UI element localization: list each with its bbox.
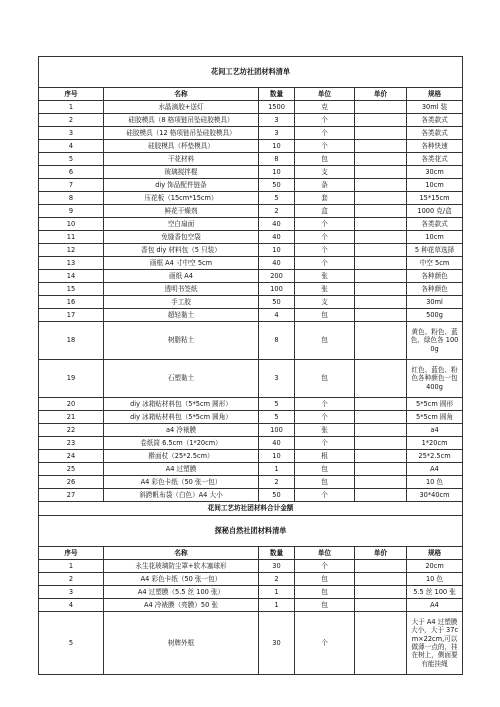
table-cell: 盒 bbox=[295, 205, 355, 218]
table-cell: 条 bbox=[295, 179, 355, 192]
table-title: 花间工艺坊社团材料清单 bbox=[39, 57, 463, 88]
table-cell: 5 种花草选择 bbox=[407, 244, 463, 257]
table-cell bbox=[355, 179, 407, 192]
table-cell bbox=[355, 153, 407, 166]
table-cell: 10 bbox=[39, 218, 104, 231]
table-cell: 27 bbox=[39, 489, 104, 502]
table-cell: 9 bbox=[39, 205, 104, 218]
table-cell: 25 bbox=[39, 463, 104, 476]
table-cell: 1 bbox=[39, 560, 104, 573]
table-cell: 40 bbox=[259, 257, 295, 270]
table-cell: 2 bbox=[259, 205, 295, 218]
table-cell bbox=[355, 424, 407, 437]
table-cell: 5*5cm 圆形 bbox=[407, 398, 463, 411]
table-row bbox=[39, 101, 463, 114]
table-cell: 500g bbox=[407, 309, 463, 322]
table-row bbox=[39, 398, 463, 411]
table-cell: 5 bbox=[259, 192, 295, 205]
table-row bbox=[39, 437, 463, 450]
table-cell: 个 bbox=[295, 612, 355, 675]
table-cell bbox=[355, 192, 407, 205]
table-cell: 24 bbox=[39, 450, 104, 463]
table-cell bbox=[355, 166, 407, 179]
table-cell bbox=[355, 244, 407, 257]
table-cell: 16 bbox=[39, 296, 104, 309]
table-row bbox=[39, 205, 463, 218]
table-cell: 套 bbox=[295, 192, 355, 205]
table-cell: 各类款式 bbox=[407, 114, 463, 127]
table-cell: 10cm bbox=[407, 231, 463, 244]
table-cell: 22 bbox=[39, 424, 104, 437]
table-cell: 1 bbox=[259, 599, 295, 612]
table-row bbox=[39, 476, 463, 489]
table-cell: 2 bbox=[259, 573, 295, 586]
table-cell: 玻璃搅拌棍 bbox=[104, 166, 259, 179]
table-row bbox=[39, 270, 463, 283]
table-cell: 硅胶模具（8 格项链吊坠硅胶模具） bbox=[104, 114, 259, 127]
table-row bbox=[39, 127, 463, 140]
table-cell: 各类款式 bbox=[407, 127, 463, 140]
table-cell: 擀面杖（25*2.5cm） bbox=[104, 450, 259, 463]
table-cell: 个 bbox=[295, 231, 355, 244]
table-row bbox=[39, 257, 463, 270]
table-cell: 各类款式 bbox=[407, 218, 463, 231]
table-row bbox=[39, 244, 463, 257]
table-cell: A4 冷裱膜（亮膜）50 张 bbox=[104, 599, 259, 612]
table-cell: 包 bbox=[295, 573, 355, 586]
table-cell bbox=[355, 450, 407, 463]
table-row bbox=[39, 450, 463, 463]
table-row bbox=[39, 424, 463, 437]
table-cell bbox=[355, 573, 407, 586]
table-cell: diy 饰品配件链条 bbox=[104, 179, 259, 192]
table-cell: 透明书签纸 bbox=[104, 283, 259, 296]
table-cell: 包 bbox=[295, 463, 355, 476]
table-cell bbox=[355, 296, 407, 309]
column-header: 单价 bbox=[355, 547, 407, 560]
table-cell: 张 bbox=[295, 424, 355, 437]
table-cell: 个 bbox=[295, 114, 355, 127]
table-cell bbox=[355, 476, 407, 489]
table-cell: 8 bbox=[39, 192, 104, 205]
table-header-row bbox=[39, 547, 463, 560]
table-cell: 包 bbox=[295, 360, 355, 398]
column-header: 名称 bbox=[104, 547, 259, 560]
table-cell: 10 色 bbox=[407, 573, 463, 586]
table-cell: 卷纸筒 6.5cm（1*20cm） bbox=[104, 437, 259, 450]
table-cell: 21 bbox=[39, 411, 104, 424]
table-cell: 15*15cm bbox=[407, 192, 463, 205]
table-cell: 50 bbox=[259, 179, 295, 192]
table-cell: 1*20cm bbox=[407, 437, 463, 450]
table-cell: 3 bbox=[259, 360, 295, 398]
table-cell: 3 bbox=[39, 586, 104, 599]
table-cell: 画纸 A4 bbox=[104, 270, 259, 283]
table-cell: 张 bbox=[295, 270, 355, 283]
table-cell: 5 bbox=[259, 411, 295, 424]
table-title: 探秘自然社团材料清单 bbox=[39, 516, 463, 547]
table-cell: 40 bbox=[259, 437, 295, 450]
table-cell bbox=[355, 127, 407, 140]
table-cell bbox=[355, 270, 407, 283]
table-cell: 25*2.5cm bbox=[407, 450, 463, 463]
table-cell: 中空 5cm bbox=[407, 257, 463, 270]
table-cell: 4 bbox=[39, 140, 104, 153]
table-cell: A4 过塑膜 bbox=[104, 463, 259, 476]
table-row bbox=[39, 153, 463, 166]
table-title: 花间工艺坊社团材料合计金额 bbox=[39, 502, 463, 516]
table-cell: 40 bbox=[259, 218, 295, 231]
table-cell: 8 bbox=[259, 153, 295, 166]
table-cell: A4 彩色卡纸（50 张一包） bbox=[104, 573, 259, 586]
table-cell: 个 bbox=[295, 560, 355, 573]
table-cell: 各种颜色 bbox=[407, 270, 463, 283]
table-cell: 1 bbox=[39, 101, 104, 114]
table-cell bbox=[355, 257, 407, 270]
table-cell: 30ml bbox=[407, 296, 463, 309]
table-row bbox=[39, 322, 463, 360]
table-cell: 超轻黏土 bbox=[104, 309, 259, 322]
table-cell: 3 bbox=[39, 127, 104, 140]
table-cell: 树脂粘土 bbox=[104, 322, 259, 360]
table-cell bbox=[355, 411, 407, 424]
table-cell: 1 bbox=[259, 463, 295, 476]
table-cell: A4 彩色卡纸（50 张一包） bbox=[104, 476, 259, 489]
table-cell: 鲜花干燥剂 bbox=[104, 205, 259, 218]
table-cell: 张 bbox=[295, 283, 355, 296]
table-row bbox=[39, 218, 463, 231]
table-cell bbox=[355, 612, 407, 675]
table-cell bbox=[355, 322, 407, 360]
table-cell: 5.5 丝 100 张 bbox=[407, 586, 463, 599]
table-cell: diy 冰箱贴材料包（5*5cm 圆形） bbox=[104, 398, 259, 411]
table-cell bbox=[355, 586, 407, 599]
table-row bbox=[39, 231, 463, 244]
table-cell: 个 bbox=[295, 244, 355, 257]
table-cell: 18 bbox=[39, 322, 104, 360]
table-row bbox=[39, 586, 463, 599]
table-cell: 2 bbox=[39, 114, 104, 127]
table-cell: diy 冰箱贴材料包（5*5cm 圆角） bbox=[104, 411, 259, 424]
table-cell: 200 bbox=[259, 270, 295, 283]
table-cell: 个 bbox=[295, 140, 355, 153]
table-cell: a4 冷裱膜 bbox=[104, 424, 259, 437]
table-cell: 10 bbox=[259, 140, 295, 153]
table-cell: 个 bbox=[295, 411, 355, 424]
table-cell: 8 bbox=[259, 322, 295, 360]
table-cell: 硅胶模具（12 格项链吊坠硅胶模具） bbox=[104, 127, 259, 140]
table-row bbox=[39, 463, 463, 476]
table-cell: 19 bbox=[39, 360, 104, 398]
table-cell: 3 bbox=[259, 127, 295, 140]
table-cell: 10 bbox=[259, 166, 295, 179]
table-cell: 树牌外框 bbox=[104, 612, 259, 675]
table-cell: 1500 bbox=[259, 101, 295, 114]
table-cell: 黄色、粉色、蓝色、绿色各 1000g bbox=[407, 322, 463, 360]
table-cell: 20 bbox=[39, 398, 104, 411]
table-row bbox=[39, 192, 463, 205]
table-cell: 3 bbox=[259, 114, 295, 127]
table-cell: 30 bbox=[259, 560, 295, 573]
column-header: 单位 bbox=[295, 547, 355, 560]
table-cell: 空白扇面 bbox=[104, 218, 259, 231]
column-header: 序号 bbox=[39, 547, 104, 560]
table-cell: 7 bbox=[39, 179, 104, 192]
table-cell: 水晶滴胶+送灯 bbox=[104, 101, 259, 114]
table-row bbox=[39, 360, 463, 398]
table-cell bbox=[355, 360, 407, 398]
material-list-sheet bbox=[38, 56, 462, 675]
table-cell: 个 bbox=[295, 489, 355, 502]
table-row bbox=[39, 166, 463, 179]
table-cell bbox=[355, 283, 407, 296]
table-cell: 2 bbox=[259, 476, 295, 489]
table-cell: 11 bbox=[39, 231, 104, 244]
table-cell: 50 bbox=[259, 296, 295, 309]
table-row bbox=[39, 411, 463, 424]
table-cell: 大于 A4 过塑膜大小，大于 37cm×22cm,可以做薄一点的，挂在树上，侧面要有能挂绳 bbox=[407, 612, 463, 675]
table-row bbox=[39, 114, 463, 127]
table-cell: 4 bbox=[259, 309, 295, 322]
table-cell: 12 bbox=[39, 244, 104, 257]
table-row bbox=[39, 179, 463, 192]
table-cell: 50 bbox=[259, 489, 295, 502]
column-header: 序号 bbox=[39, 88, 104, 101]
column-header: 单价 bbox=[355, 88, 407, 101]
table-cell: 2 bbox=[39, 573, 104, 586]
table-cell: 5 bbox=[39, 153, 104, 166]
table-row bbox=[39, 140, 463, 153]
table-cell: 10cm bbox=[407, 179, 463, 192]
table-cell bbox=[355, 218, 407, 231]
table-cell: 红色、蓝色、粉色各种颜色一包 400g bbox=[407, 360, 463, 398]
table-cell: 40 bbox=[259, 231, 295, 244]
table-cell: 画框 A4 寸中空 5cm bbox=[104, 257, 259, 270]
table-cell: 15 bbox=[39, 283, 104, 296]
column-header: 规格 bbox=[407, 547, 463, 560]
table-cell: 13 bbox=[39, 257, 104, 270]
table-cell: 各种快速 bbox=[407, 140, 463, 153]
table-cell: 支 bbox=[295, 166, 355, 179]
table-cell: 包 bbox=[295, 322, 355, 360]
table-cell: 包 bbox=[295, 476, 355, 489]
table-cell bbox=[355, 398, 407, 411]
table-cell: 23 bbox=[39, 437, 104, 450]
table-cell: 30*40cm bbox=[407, 489, 463, 502]
table-row bbox=[39, 296, 463, 309]
table-cell: 100 bbox=[259, 283, 295, 296]
table-cell: 10 色 bbox=[407, 476, 463, 489]
table-cell bbox=[355, 205, 407, 218]
table-cell: 干花材料 bbox=[104, 153, 259, 166]
table-cell: 石塑黏土 bbox=[104, 360, 259, 398]
column-header: 数量 bbox=[259, 547, 295, 560]
table-row bbox=[39, 573, 463, 586]
table-cell: 4 bbox=[39, 599, 104, 612]
table-cell: 个 bbox=[295, 437, 355, 450]
table-cell: 个 bbox=[295, 218, 355, 231]
table-cell: 包 bbox=[295, 153, 355, 166]
table-cell: 20cm bbox=[407, 560, 463, 573]
table-cell: 压花板（15cm*15cm） bbox=[104, 192, 259, 205]
table-row bbox=[39, 309, 463, 322]
table-cell: 手工胶 bbox=[104, 296, 259, 309]
table-cell: 个 bbox=[295, 398, 355, 411]
table-row bbox=[39, 612, 463, 675]
table-cell bbox=[355, 489, 407, 502]
table-cell bbox=[355, 101, 407, 114]
table-cell: 香包 diy 材料包（5 只装） bbox=[104, 244, 259, 257]
table-cell: 6 bbox=[39, 166, 104, 179]
table-cell bbox=[355, 437, 407, 450]
table-cell: A4 bbox=[407, 463, 463, 476]
table-title-row bbox=[39, 502, 463, 516]
table-cell bbox=[355, 599, 407, 612]
table-cell: A4 过塑膜（5.5 丝 100 张） bbox=[104, 586, 259, 599]
column-header: 名称 bbox=[104, 88, 259, 101]
table-cell: 个 bbox=[295, 127, 355, 140]
table-cell: A4 bbox=[407, 599, 463, 612]
table-cell: 包 bbox=[295, 309, 355, 322]
table-cell: 各种颜色 bbox=[407, 283, 463, 296]
table-cell: 30ml 装 bbox=[407, 101, 463, 114]
table-cell: 26 bbox=[39, 476, 104, 489]
table-cell: 永生花玻璃防尘罩+软木塞球形 bbox=[104, 560, 259, 573]
column-header: 规格 bbox=[407, 88, 463, 101]
table-cell: 14 bbox=[39, 270, 104, 283]
table-cell: 5 bbox=[39, 612, 104, 675]
table-cell: 17 bbox=[39, 309, 104, 322]
table-cell bbox=[355, 463, 407, 476]
table-cell: 1 bbox=[259, 586, 295, 599]
table-cell: 5 bbox=[259, 398, 295, 411]
table-row bbox=[39, 599, 463, 612]
table-cell: 斜跨帆布袋（白色）A4 大小 bbox=[104, 489, 259, 502]
table-cell: 硅胶模具（杯垫模具） bbox=[104, 140, 259, 153]
table-cell: 10 bbox=[259, 244, 295, 257]
table-cell: 包 bbox=[295, 599, 355, 612]
table-cell: 根 bbox=[295, 450, 355, 463]
table-cell bbox=[355, 560, 407, 573]
table-cell: 5*5cm 圆角 bbox=[407, 411, 463, 424]
table-cell: 30cm bbox=[407, 166, 463, 179]
table-cell: 个 bbox=[295, 257, 355, 270]
table-cell: a4 bbox=[407, 424, 463, 437]
table-cell: 包 bbox=[295, 586, 355, 599]
table-cell bbox=[355, 309, 407, 322]
table-header-row bbox=[39, 88, 463, 101]
column-header: 单位 bbox=[295, 88, 355, 101]
material-table bbox=[38, 56, 463, 675]
table-title-row bbox=[39, 516, 463, 547]
table-cell: 各类花式 bbox=[407, 153, 463, 166]
table-cell: 克 bbox=[295, 101, 355, 114]
table-cell: 30 bbox=[259, 612, 295, 675]
table-cell: 免缝香包空袋 bbox=[104, 231, 259, 244]
table-cell bbox=[355, 140, 407, 153]
column-header: 数量 bbox=[259, 88, 295, 101]
table-cell: 1000 克/盒 bbox=[407, 205, 463, 218]
table-cell: 支 bbox=[295, 296, 355, 309]
table-row bbox=[39, 560, 463, 573]
table-title-row bbox=[39, 57, 463, 88]
table-cell bbox=[355, 231, 407, 244]
table-row bbox=[39, 489, 463, 502]
table-cell: 10 bbox=[259, 450, 295, 463]
table-cell: 100 bbox=[259, 424, 295, 437]
table-cell bbox=[355, 114, 407, 127]
table-row bbox=[39, 283, 463, 296]
